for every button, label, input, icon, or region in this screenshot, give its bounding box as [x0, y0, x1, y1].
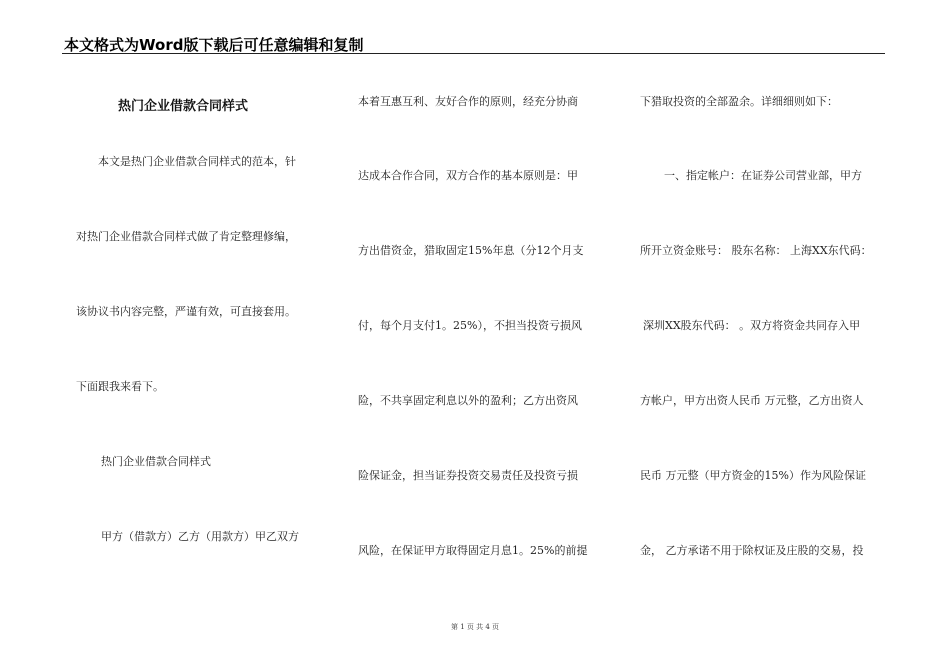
header-divider — [62, 53, 885, 54]
paragraph-line: 民币 万元整（甲方资金的15%）作为风险保证 — [640, 469, 866, 482]
paragraph-line: 所开立资金账号： 股东名称： 上海XX东代码： — [640, 244, 872, 257]
paragraph-line: 付，每个月支付1。25%），不担当投资亏损风 — [358, 319, 582, 332]
paragraph-line: 热门企业借款合同样式 — [101, 455, 211, 468]
page-number-footer: 第 1 页 共 4 页 — [450, 623, 500, 631]
paragraph-line: 下面跟我来看下。 — [76, 380, 164, 393]
paragraph-line: 甲方（借款方）乙方（用款方）甲乙双方 — [101, 530, 299, 543]
document-header-note: 本文格式为Word版下载后可任意编辑和复制 — [64, 36, 364, 54]
paragraph-line: 方帐户，甲方出资人民币 万元整，乙方出资人 — [640, 394, 864, 407]
paragraph-line: 方出借资金，猎取固定15%年息（分12个月支 — [358, 244, 584, 257]
paragraph-line: 本着互惠互利、友好合作的原则，经充分协商 — [358, 95, 578, 108]
paragraph-line: 险保证金，担当证券投资交易责任及投资亏损 — [358, 469, 578, 482]
paragraph-line: 下猎取投资的全部盈余。详细细则如下： — [640, 95, 838, 108]
paragraph-line: 风险，在保证甲方取得固定月息1。25%的前提 — [358, 544, 588, 557]
paragraph-line: 深圳XX股东代码： 。双方将资金共同存入甲 — [643, 319, 861, 332]
paragraph-line: 该协议书内容完整，严谨有效，可直接套用。 — [76, 305, 296, 318]
paragraph-line: 本文是热门企业借款合同样式的范本，针 — [98, 155, 296, 168]
document-title: 热门企业借款合同样式 — [118, 99, 249, 114]
paragraph-line: 对热门企业借款合同样式做了肯定整理修编， — [76, 230, 296, 243]
paragraph-line: 达成本合作合同，双方合作的基本原则是：甲 — [358, 169, 578, 182]
paragraph-line: 一、指定帐户：在证券公司营业部，甲方 — [664, 169, 862, 182]
paragraph-line: 险，不共享固定利息以外的盈利；乙方出资风 — [358, 394, 578, 407]
paragraph-line: 金， 乙方承诺不用于除权证及庄股的交易，投 — [640, 544, 864, 557]
